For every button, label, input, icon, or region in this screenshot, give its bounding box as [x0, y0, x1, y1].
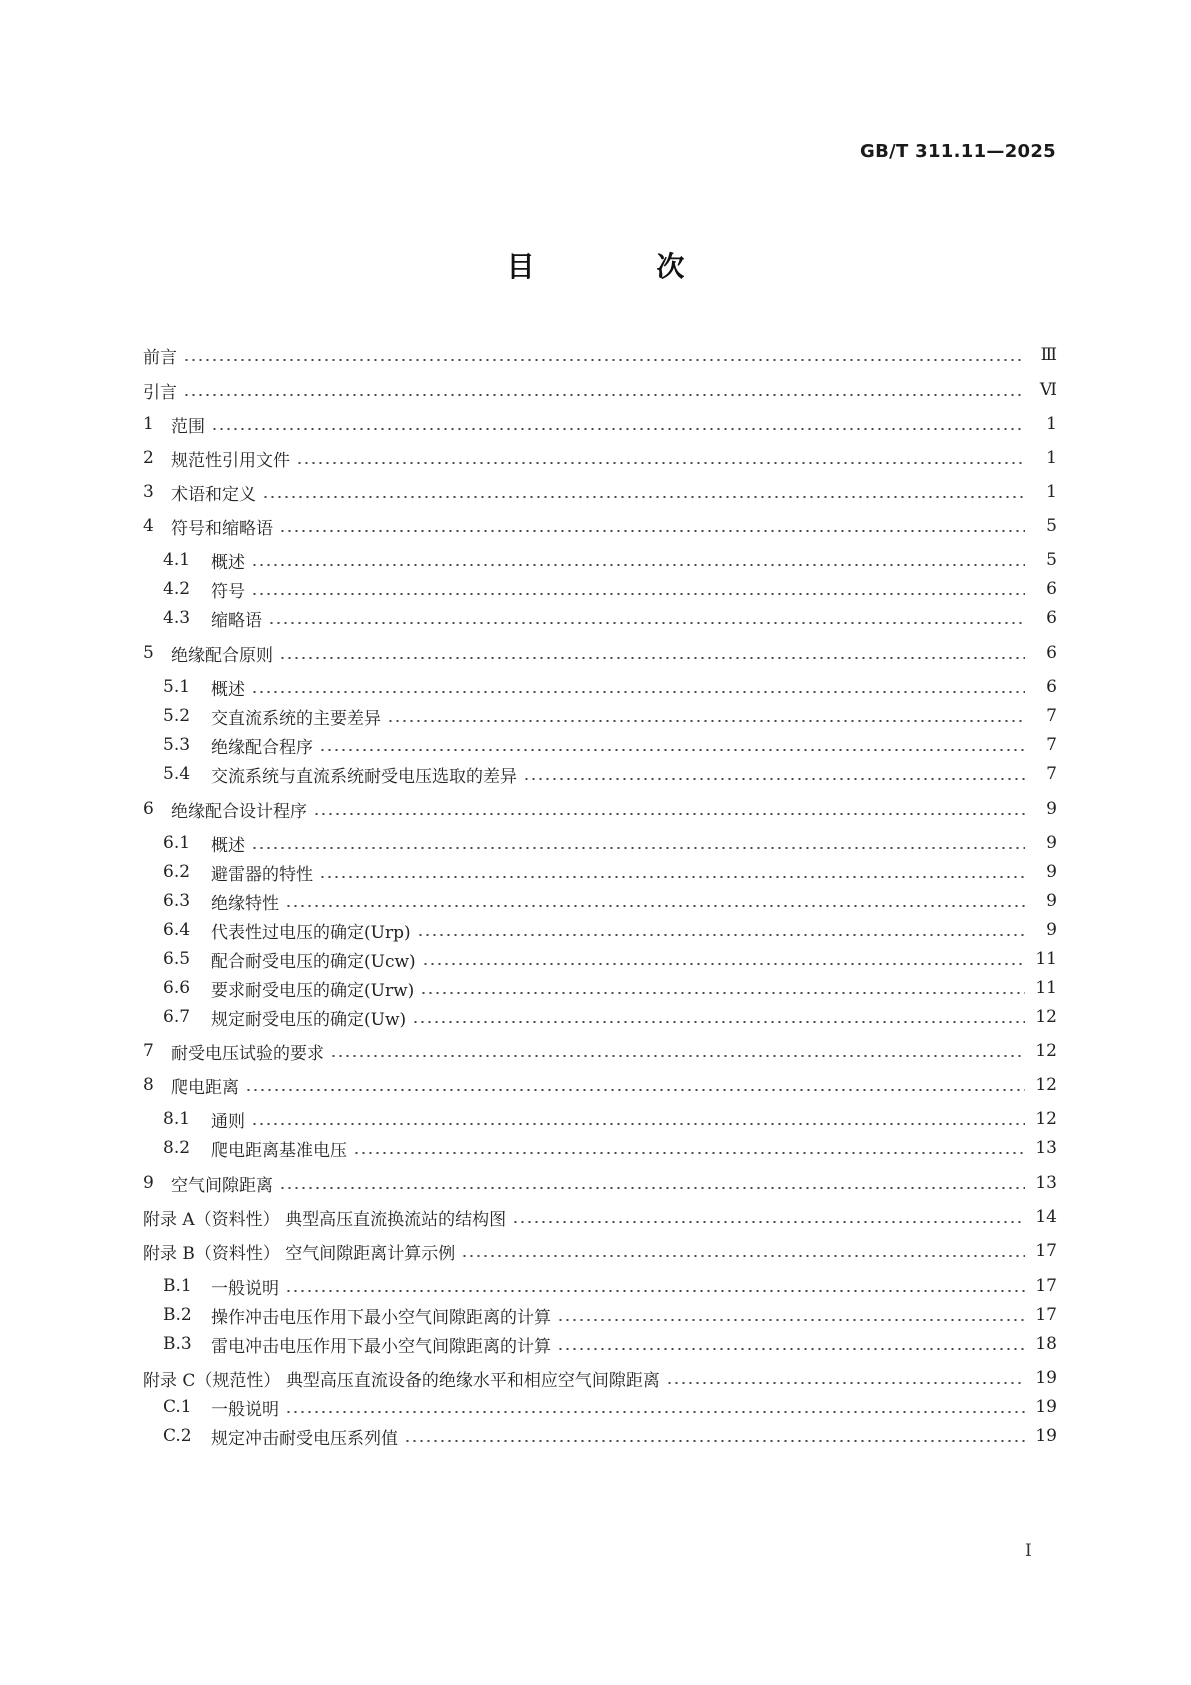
toc-entry-page: 14: [1035, 1207, 1057, 1227]
toc-entry-label: 概述: [211, 552, 245, 573]
toc-entry-number: C.1: [163, 1397, 192, 1417]
dot-leader: [523, 778, 1025, 780]
dot-leader: [296, 462, 1025, 464]
toc-entry-number: 4.3: [163, 608, 191, 628]
toc-entry-page: 9: [1046, 920, 1057, 940]
dot-leader: [412, 1021, 1025, 1023]
dot-leader: [313, 813, 1025, 815]
toc-entry-number: B.2: [163, 1305, 192, 1325]
toc-entry[interactable]: [143, 794, 1057, 824]
dot-leader: [251, 1123, 1025, 1125]
toc-entry-number: 4: [143, 516, 154, 536]
toc-entry-number: 6.3: [163, 891, 191, 911]
toc-entry[interactable]: [143, 1363, 1057, 1393]
dot-leader: [251, 691, 1025, 693]
dot-leader: [666, 1382, 1025, 1384]
toc-entry-label: 交流系统与直流系统耐受电压选取的差异: [211, 766, 517, 787]
dot-leader: [420, 992, 1025, 994]
toc-entry-page: Ⅲ: [1040, 345, 1057, 365]
toc-entry-number: 8.1: [163, 1109, 191, 1129]
toc-entry-number: 1: [143, 414, 154, 434]
toc-entry-page: 19: [1035, 1426, 1057, 1446]
toc-entry[interactable]: [143, 638, 1057, 668]
toc-entry-number: 6.6: [163, 978, 191, 998]
toc-entry-label: 规定耐受电压的确定(Uw): [211, 1009, 407, 1030]
page-title: 目 次: [506, 250, 741, 283]
toc-entry-page: 13: [1035, 1173, 1057, 1193]
toc-entry-number: B.1: [163, 1276, 192, 1296]
dot-leader: [353, 1152, 1025, 1154]
toc-entry-page: 6: [1046, 608, 1057, 628]
toc-entry-label: 术语和定义: [171, 484, 256, 505]
dot-leader: [211, 428, 1025, 430]
toc-entry-number: 5.1: [163, 677, 191, 697]
toc-entry-page: 19: [1035, 1397, 1057, 1417]
toc-entry[interactable]: [143, 701, 1057, 731]
toc-entry-number: 6.7: [163, 1007, 191, 1027]
dot-leader: [330, 1055, 1025, 1057]
toc-entry-number: 5.2: [163, 706, 191, 726]
toc-entry[interactable]: [143, 944, 1057, 974]
toc-entry-number: 9: [143, 1173, 154, 1193]
toc-entry-page: 5: [1046, 550, 1057, 570]
toc-entry-number: 6.2: [163, 862, 191, 882]
toc-entry[interactable]: [143, 443, 1057, 473]
toc-entry-label: 要求耐受电压的确定(Urw): [211, 980, 415, 1001]
toc-entry[interactable]: [143, 759, 1057, 789]
toc-entry-page: 7: [1046, 706, 1057, 726]
toc-entry-page: 12: [1035, 1075, 1057, 1095]
toc-entry[interactable]: [143, 886, 1057, 916]
toc-entry-page: 1: [1046, 448, 1057, 468]
dot-leader: [319, 876, 1025, 878]
toc-entry[interactable]: [143, 973, 1057, 1003]
toc-entry[interactable]: [143, 1202, 1057, 1232]
dot-leader: [251, 593, 1025, 595]
toc-entry-number: 7: [143, 1041, 154, 1061]
toc-entry-page: 1: [1046, 414, 1057, 434]
toc-entry-label: 通则: [211, 1111, 245, 1132]
toc-entry-label: 规范性引用文件: [171, 450, 290, 471]
toc-entry-label: 绝缘配合设计程序: [171, 801, 307, 822]
toc-entry-number: 5.4: [163, 764, 191, 784]
toc-entry-label: 交直流系统的主要差异: [211, 708, 381, 729]
dot-leader: [404, 1440, 1025, 1442]
toc-entry-label: 一般说明: [211, 1399, 279, 1420]
toc-entry-page: 9: [1046, 833, 1057, 853]
toc-entry-number: 3: [143, 482, 154, 502]
toc-entry-label: 雷电冲击电压作用下最小空气间隙距离的计算: [211, 1336, 551, 1357]
toc-entry-label: 规定冲击耐受电压系列值: [211, 1428, 398, 1449]
dot-leader: [557, 1319, 1025, 1321]
toc-entry-label: 绝缘配合程序: [211, 737, 313, 758]
toc-entry-label: 耐受电压试验的要求: [171, 1043, 324, 1064]
toc-entry-page: 11: [1035, 949, 1057, 969]
dot-leader: [251, 564, 1025, 566]
dot-leader: [285, 1411, 1025, 1413]
toc-entry[interactable]: [143, 1104, 1057, 1134]
toc-entry-page: 12: [1035, 1041, 1057, 1061]
toc-entry-label: 附录 A（资料性） 典型高压直流换流站的结构图: [143, 1209, 507, 1230]
dot-leader: [183, 394, 1025, 396]
toc-entry-label: 代表性过电压的确定(Urp): [211, 922, 411, 943]
toc-entry-label: 爬电距离: [171, 1077, 239, 1098]
toc-entry-page: 1: [1046, 482, 1057, 502]
toc-entry-page: 9: [1046, 891, 1057, 911]
toc-entry[interactable]: [143, 672, 1057, 702]
toc-entry-page: 11: [1035, 978, 1057, 998]
toc-entry-page: 9: [1046, 799, 1057, 819]
toc-entry-label: 附录 B（资料性） 空气间隙距离计算示例: [143, 1243, 456, 1264]
toc-entry[interactable]: [143, 1133, 1057, 1163]
toc-entry-label: 概述: [211, 835, 245, 856]
toc-entry-page: 6: [1046, 579, 1057, 599]
toc-entry-number: 8.2: [163, 1138, 191, 1158]
dot-leader: [557, 1348, 1025, 1350]
toc-entry-number: 4.2: [163, 579, 191, 599]
toc-entry-number: 5: [143, 643, 154, 663]
page-number: I: [1025, 1541, 1032, 1561]
toc-entry[interactable]: [143, 857, 1057, 887]
toc-entry[interactable]: [143, 1300, 1057, 1330]
toc-entry-label: 绝缘特性: [211, 893, 279, 914]
dot-leader: [279, 1187, 1025, 1189]
toc-entry-number: B.3: [163, 1334, 192, 1354]
toc-entry[interactable]: [143, 1329, 1057, 1359]
toc-entry-page: 12: [1035, 1109, 1057, 1129]
dot-leader: [285, 905, 1025, 907]
toc-entry-number: 2: [143, 448, 154, 468]
dot-leader: [319, 749, 1025, 751]
dot-leader: [417, 934, 1025, 936]
toc-entry-number: 6.5: [163, 949, 191, 969]
toc-entry[interactable]: [143, 375, 1057, 405]
dot-leader: [279, 657, 1025, 659]
dot-leader: [387, 720, 1025, 722]
dot-leader: [268, 622, 1025, 624]
toc-entry-label: 附录 C（规范性） 典型高压直流设备的绝缘水平和相应空气间隙距离: [143, 1370, 660, 1391]
toc-entry[interactable]: [143, 340, 1057, 370]
toc-entry-label: 概述: [211, 679, 245, 700]
toc-entry[interactable]: [143, 511, 1057, 541]
toc-entry-number: 8: [143, 1075, 154, 1095]
toc-entry-number: 6.1: [163, 833, 191, 853]
toc-entry-number: 4.1: [163, 550, 191, 570]
toc-entry-page: 6: [1046, 643, 1057, 663]
toc-entry[interactable]: [143, 915, 1057, 945]
dot-leader: [512, 1221, 1025, 1223]
toc-entry-label: 避雷器的特性: [211, 864, 313, 885]
toc-entry-page: 9: [1046, 862, 1057, 882]
toc-entry-label: 范围: [171, 416, 205, 437]
document-number: GB/T 311.11—2025: [860, 141, 1056, 162]
dot-leader: [279, 530, 1025, 532]
toc-entry-label: 爬电距离基准电压: [211, 1140, 347, 1161]
toc-entry[interactable]: [143, 730, 1057, 760]
toc-entry[interactable]: [143, 409, 1057, 439]
toc-entry-label: 符号和缩略语: [171, 518, 273, 539]
toc-entry[interactable]: [143, 545, 1057, 575]
toc-entry-label: 前言: [143, 347, 177, 368]
toc-entry-page: 5: [1046, 516, 1057, 536]
toc-entry[interactable]: [143, 1236, 1057, 1266]
toc-entry-page: 17: [1035, 1305, 1057, 1325]
toc-entry-label: 操作冲击电压作用下最小空气间隙距离的计算: [211, 1307, 551, 1328]
toc-entry-page: 7: [1046, 764, 1057, 784]
toc-entry[interactable]: [143, 1168, 1057, 1198]
toc-entry-page: 7: [1046, 735, 1057, 755]
toc-entry-label: 缩略语: [211, 610, 262, 631]
toc-entry[interactable]: [143, 828, 1057, 858]
toc-entry-page: 6: [1046, 677, 1057, 697]
toc-entry-page: 17: [1035, 1276, 1057, 1296]
dot-leader: [422, 963, 1025, 965]
toc-entry-number: 6: [143, 799, 154, 819]
toc-entry-number: 6.4: [163, 920, 191, 940]
toc-entry[interactable]: [143, 1002, 1057, 1032]
toc-entry-page: 17: [1035, 1241, 1057, 1261]
toc-entry[interactable]: [143, 1271, 1057, 1301]
toc-entry-label: 空气间隙距离: [171, 1175, 273, 1196]
toc-entry-label: 符号: [211, 581, 245, 602]
toc-entry-number: 5.3: [163, 735, 191, 755]
toc-entry-page: 18: [1035, 1334, 1057, 1354]
dot-leader: [183, 359, 1025, 361]
dot-leader: [285, 1290, 1025, 1292]
toc-entry[interactable]: [143, 477, 1057, 507]
toc-entry-label: 配合耐受电压的确定(Ucw): [211, 951, 416, 972]
toc-entry-number: C.2: [163, 1426, 192, 1446]
dot-leader: [461, 1255, 1025, 1257]
dot-leader: [251, 847, 1025, 849]
toc-entry[interactable]: [143, 603, 1057, 633]
toc-entry[interactable]: [143, 574, 1057, 604]
toc-entry-page: 13: [1035, 1138, 1057, 1158]
toc-entry[interactable]: [143, 1421, 1057, 1451]
toc-entry[interactable]: [143, 1070, 1057, 1100]
toc-entry-label: 引言: [143, 382, 177, 403]
dot-leader: [245, 1089, 1025, 1091]
toc-entry-page: 19: [1035, 1368, 1057, 1388]
toc-entry-label: 绝缘配合原则: [171, 645, 273, 666]
toc-entry-label: 一般说明: [211, 1278, 279, 1299]
dot-leader: [262, 496, 1025, 498]
toc-entry[interactable]: [143, 1392, 1057, 1422]
toc-entry-page: 12: [1035, 1007, 1057, 1027]
toc-entry[interactable]: [143, 1036, 1057, 1066]
toc-entry-page: Ⅵ: [1039, 380, 1057, 400]
